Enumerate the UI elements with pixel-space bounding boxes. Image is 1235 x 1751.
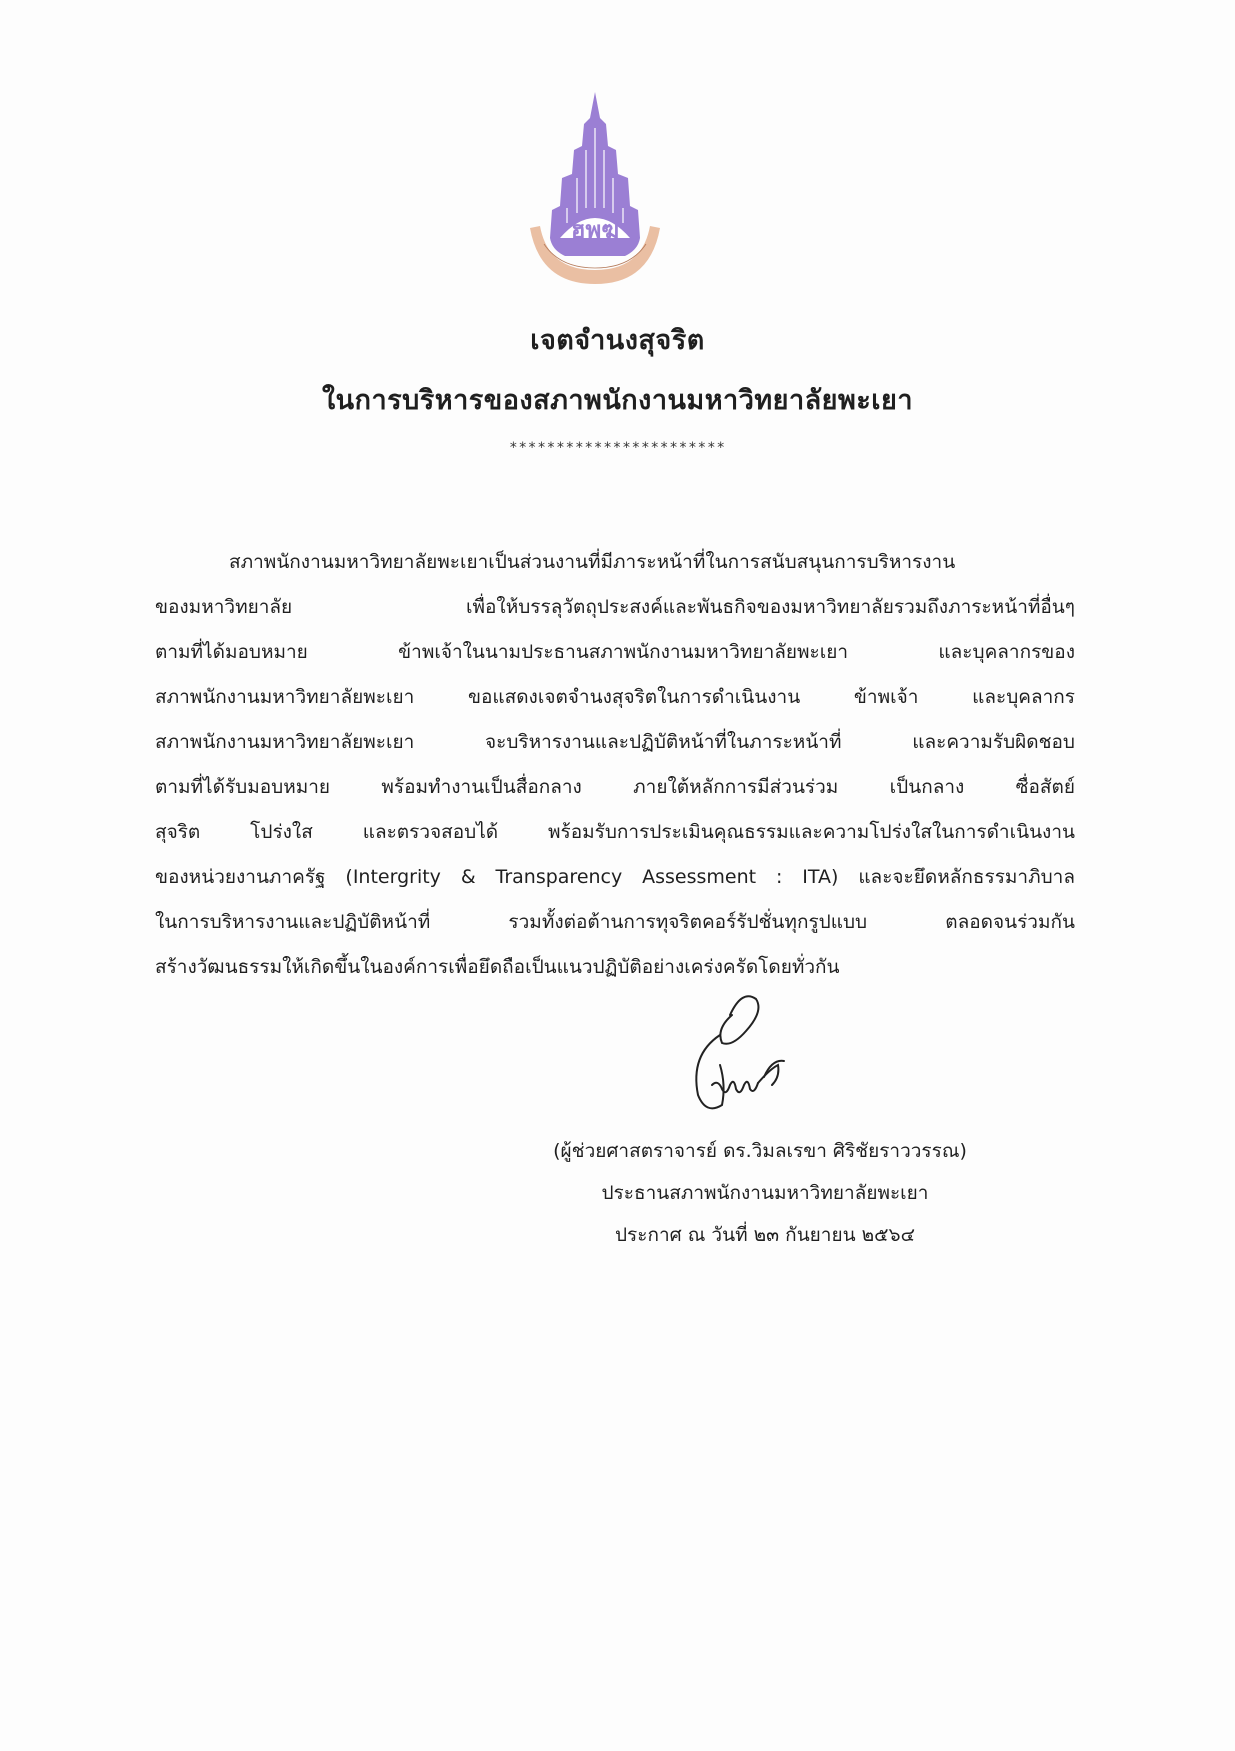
body-line: สุจริต โปร่งใส และตรวจสอบได้ พร้อมรับการประเมินคุณธรรมและความโปร่งใสในการดำเนินงาน: [155, 821, 1075, 843]
body-line: ในการบริหารงานและปฏิบัติหน้าที่ รวมทั้งต่อต้านการทุจริตคอร์รัปชั่นทุกรูปแบบ ตลอดจนร่วมกัน: [155, 911, 1075, 933]
university-logo-icon: [520, 88, 670, 288]
announcement-date: ประกาศ ณ วันที่ ๒๓ กันยายน ๒๕๖๔: [615, 1224, 915, 1246]
body-line: ตามที่ได้มอบหมาย ข้าพเจ้าในนามประธานสภาพนักงานมหาวิทยาลัยพะเยา และบุคลากรของ: [155, 641, 1075, 663]
document-title: เจตจำนงสุจริต: [530, 325, 705, 356]
signer-position: ประธานสภาพนักงานมหาวิทยาลัยพะเยา: [601, 1182, 929, 1204]
body-line: สภาพนักงานมหาวิทยาลัยพะเยา ขอแสดงเจตจำนงสุจริตในการดำเนินงาน ข้าพเจ้า และบุคลากร: [155, 686, 1075, 708]
handwritten-signature-icon: [672, 985, 812, 1125]
body-line: สร้างวัฒนธรรมให้เกิดขึ้นในองค์การเพื่อยึดถือเป็นแนวปฏิบัติอย่างเคร่งครัดโดยทั่วกัน: [155, 956, 840, 978]
body-paragraph: [155, 540, 1075, 990]
body-line: สภาพนักงานมหาวิทยาลัยพะเยา จะบริหารงานและปฏิบัติหน้าที่ในภาระหน้าที่ และความรับผิดชอบ: [155, 731, 1075, 753]
body-line: ของหน่วยงานภาครัฐ (Intergrity & Transparency Assessment : ITA) และจะยึดหลักธรรมาภิบาล: [155, 866, 1075, 888]
body-line: ตามที่ได้รับมอบหมาย พร้อมทำงานเป็นสื่อกลาง ภายใต้หลักการมีส่วนร่วม เป็นกลาง ซื่อสัตย์: [155, 776, 1075, 798]
body-line: สภาพนักงานมหาวิทยาลัยพะเยาเป็นส่วนงานที่มีภาระหน้าที่ในการสนับสนุนการบริหารงาน: [229, 551, 956, 573]
title-divider: ***********************: [509, 440, 726, 456]
document-subtitle: ในการบริหารของสภาพนักงานมหาวิทยาลัยพะเยา: [321, 385, 914, 416]
svg-text:ฮพฆ: ฮพฆ: [570, 216, 620, 244]
body-line: ของมหาวิทยาลัย เพื่อให้บรรลุวัตถุประสงค์และพันธกิจของมหาวิทยาลัยรวมถึงภาระหน้าที่อื่นๆ: [155, 596, 1075, 618]
signature-block: [440, 1130, 1080, 1256]
signer-name: (ผู้ช่วยศาสตราจารย์ ดร.วิมลเรขา ศิริชัยราววรรณ): [553, 1140, 967, 1162]
